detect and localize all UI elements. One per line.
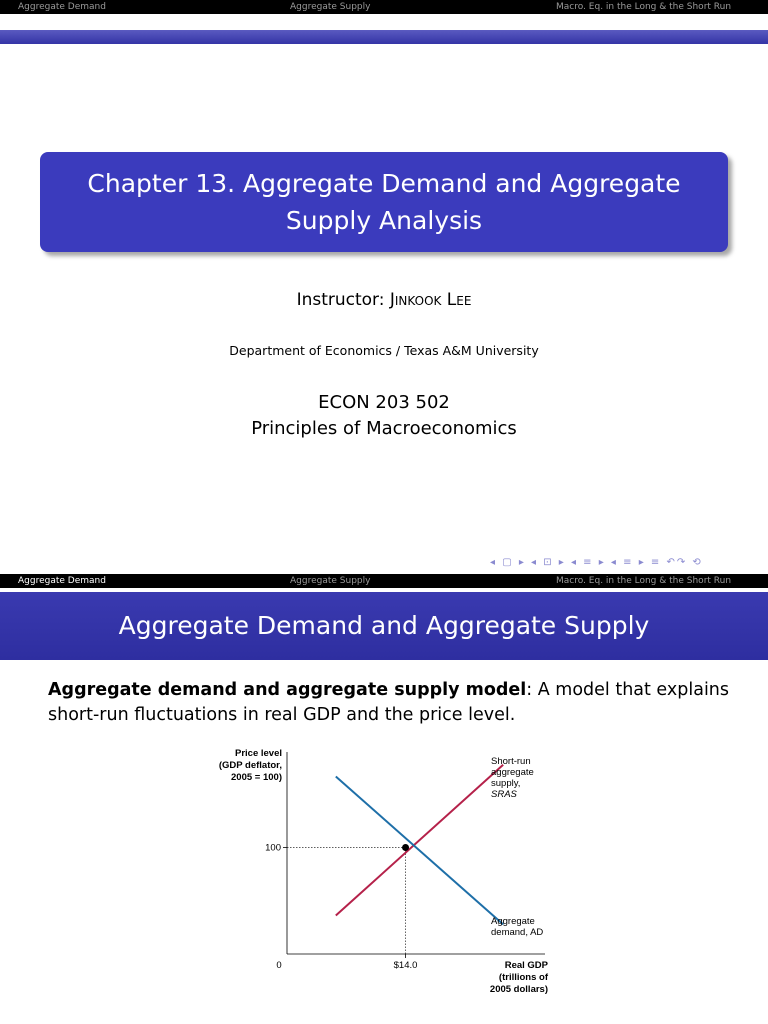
instructor-label: Instructor: bbox=[296, 290, 385, 310]
nav-section-macro-equilibrium[interactable]: Macro. Eq. in the Long & the Short Run bbox=[556, 576, 732, 586]
instructor-name: Jinkook Lee bbox=[389, 290, 472, 310]
content-slide bbox=[0, 574, 768, 1024]
x-axis-label-line-2: (trillions of bbox=[498, 972, 548, 983]
nav-section-aggregate-demand[interactable]: Aggregate Demand bbox=[18, 2, 106, 12]
sras-curve bbox=[336, 765, 503, 916]
x-axis-label bbox=[490, 960, 549, 995]
y-tick-label-100: 100 bbox=[265, 842, 281, 854]
title-line-1: Chapter 13. Aggregate Demand and Aggregate bbox=[87, 169, 681, 198]
sras-label-line-1: Short-run bbox=[491, 756, 531, 767]
ad-label-line-1: Aggregate bbox=[491, 916, 535, 927]
nav-section-macro-equilibrium[interactable]: Macro. Eq. in the Long & the Short Run bbox=[556, 2, 732, 12]
sras-label-line-3: supply, bbox=[491, 778, 521, 789]
nav-section-aggregate-demand[interactable]: Aggregate Demand bbox=[18, 576, 106, 586]
y-axis-label-line-1: Price level bbox=[234, 748, 282, 759]
course-name: Principles of Macroeconomics bbox=[251, 418, 517, 439]
ad-as-chart bbox=[0, 744, 768, 1024]
title-line-2: Supply Analysis bbox=[285, 206, 483, 235]
header-band bbox=[0, 30, 768, 44]
definition-term: Aggregate demand and aggregate supply model bbox=[48, 680, 527, 700]
beamer-navigation-controls[interactable]: ◂ ▢ ▸ ◂ ⊡ ▸ ◂ ≡ ▸ ◂ ≡ ▸ ≡ ↶↷ ⟲ bbox=[490, 557, 703, 568]
origin-label: 0 bbox=[276, 960, 282, 971]
nav-section-aggregate-supply[interactable]: Aggregate Supply bbox=[290, 576, 371, 586]
department: Department of Economics / Texas A&M University bbox=[229, 343, 539, 358]
x-axis-label-line-1: Real GDP bbox=[504, 960, 548, 971]
y-axis-label-line-3: 2005 = 100) bbox=[231, 772, 282, 783]
x-tick-label-14: $14.0 bbox=[393, 960, 418, 971]
sras-label-line-4: SRAS bbox=[491, 789, 517, 800]
section-navigation-bar bbox=[0, 574, 768, 588]
nav-section-aggregate-supply[interactable]: Aggregate Supply bbox=[290, 2, 371, 12]
section-navigation-bar bbox=[0, 0, 768, 14]
ad-curve bbox=[336, 777, 503, 925]
equilibrium-point bbox=[402, 844, 409, 851]
y-axis-label bbox=[219, 748, 282, 783]
definition-text: : A model that explains short-run fluctuations in real GDP and the price level. bbox=[48, 680, 730, 725]
ad-label-line-2: demand, AD bbox=[491, 927, 544, 938]
course-code: ECON 203 502 bbox=[318, 392, 450, 413]
sras-label-line-2: aggregate bbox=[491, 767, 534, 778]
instructor-line bbox=[0, 290, 768, 310]
y-axis-label-line-2: (GDP deflator, bbox=[218, 760, 282, 771]
definition-paragraph bbox=[48, 678, 738, 728]
x-axis-label-line-3: 2005 dollars) bbox=[489, 984, 548, 995]
frame-title: Aggregate Demand and Aggregate Supply bbox=[0, 592, 768, 660]
presentation-title-box bbox=[40, 152, 728, 252]
